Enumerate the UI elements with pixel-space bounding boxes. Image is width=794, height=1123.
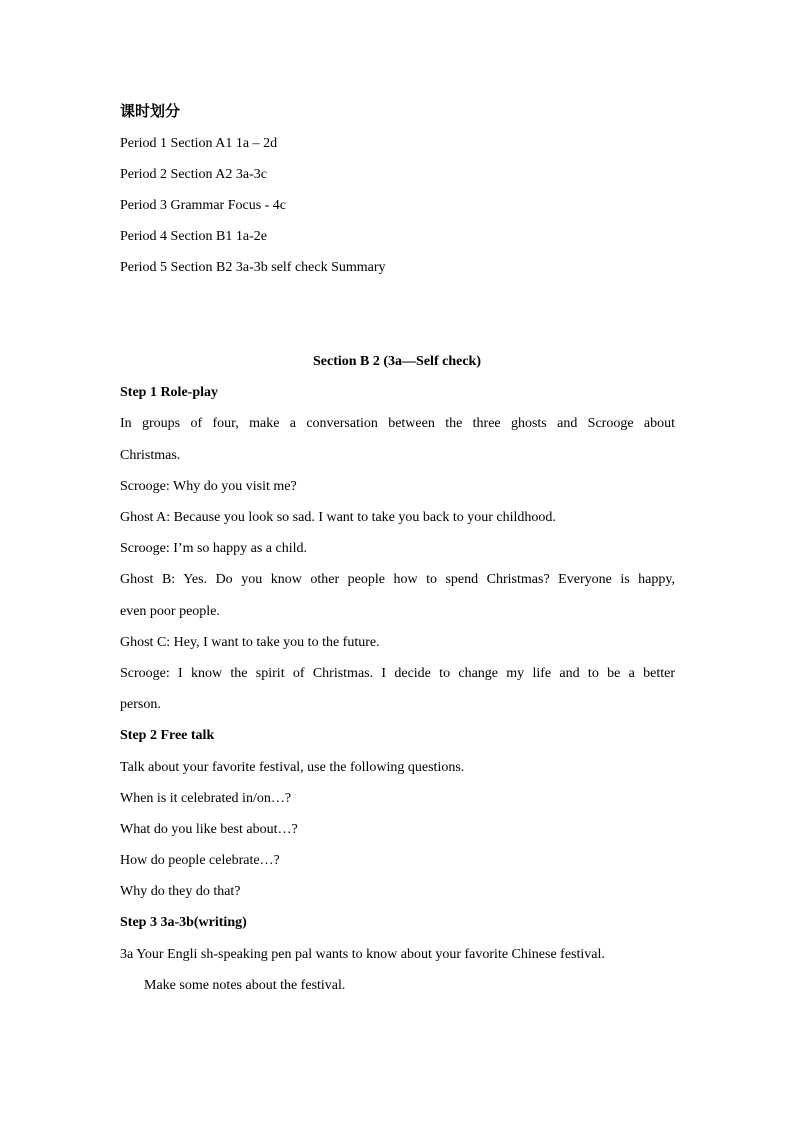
step2-intro: Talk about your favorite festival, use the following questions.: [120, 760, 465, 775]
dialogue-line: Ghost B: Yes. Do you know other people how to spend Christmas? Everyone is happy,: [120, 572, 675, 587]
dialogue-line: Scrooge: I know the spirit of Christmas. I decide to change my life and to be a better: [120, 666, 675, 681]
step3-title: Step 3 3a-3b(writing): [120, 915, 247, 930]
period-plan-heading: 课时划分: [120, 102, 181, 120]
step1-title: Step 1 Role-play: [120, 385, 218, 400]
question-item: What do you like best about…?: [120, 822, 298, 837]
question-item: When is it celebrated in/on…?: [120, 791, 292, 806]
step1-intro-line1: In groups of four, make a conversation between the three ghosts and Scrooge about: [120, 416, 675, 431]
period-item: Period 3 Grammar Focus - 4c: [120, 198, 287, 213]
dialogue-line: Ghost C: Hey, I want to take you to the future.: [120, 635, 380, 650]
dialogue-line: person.: [120, 697, 161, 712]
step3-line2: Make some notes about the festival.: [144, 978, 346, 993]
period-item: Period 5 Section B2 3a-3b self check Summary: [120, 260, 386, 275]
dialogue-line: even poor people.: [120, 604, 220, 619]
dialogue-line: Scrooge: Why do you visit me?: [120, 479, 297, 494]
question-item: How do people celebrate…?: [120, 853, 280, 868]
step2-title: Step 2 Free talk: [120, 728, 215, 743]
period-item: Period 2 Section A2 3a-3c: [120, 167, 267, 182]
step3-line1: 3a Your Engli sh-speaking pen pal wants to know about your favorite Chinese festival.: [120, 947, 605, 962]
period-item: Period 1 Section A1 1a – 2d: [120, 136, 278, 151]
step1-intro-line2: Christmas.: [120, 448, 181, 463]
dialogue-line: Ghost A: Because you look so sad. I want to take you back to your childhood.: [120, 510, 556, 525]
section-title: Section B 2 (3a—Self check): [313, 354, 481, 369]
question-item: Why do they do that?: [120, 884, 241, 899]
dialogue-line: Scrooge: I’m so happy as a child.: [120, 541, 308, 556]
period-item: Period 4 Section B1 1a-2e: [120, 229, 267, 244]
